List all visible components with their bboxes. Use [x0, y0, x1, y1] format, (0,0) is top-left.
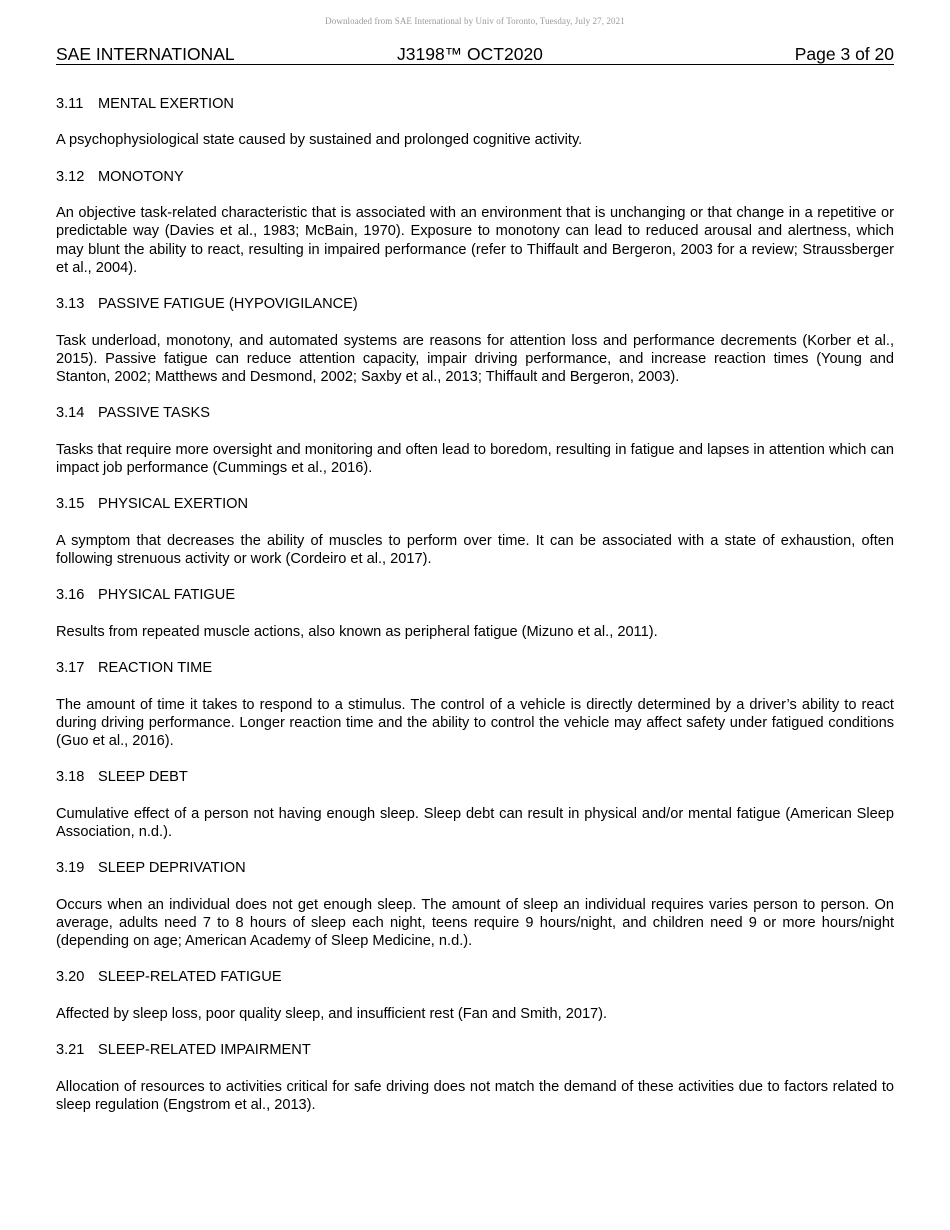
section-title: SLEEP DEPRIVATION [98, 860, 246, 877]
section-number: 3.21 [56, 1042, 85, 1059]
section-number: 3.11 [56, 96, 84, 112]
header-organization: SAE INTERNATIONAL [56, 44, 235, 64]
section-3-15 [56, 495, 894, 568]
section-number: 3.15 [56, 496, 85, 513]
section-3-18 [56, 768, 894, 841]
section-number: 3.18 [56, 769, 85, 786]
header-page-number: Page 3 of 20 [794, 44, 894, 64]
section-body: Affected by sleep loss, poor quality sleep, and insufficient rest (Fan and Smith, 2017). [56, 1005, 608, 1022]
section-heading [56, 859, 894, 877]
section-heading [56, 168, 894, 186]
section-3-16 [56, 586, 894, 641]
section-title: MONOTONY [98, 168, 184, 185]
section-body: Tasks that require more oversight and monitoring and often lead to boredom, resulting in fatigue and lapses in attention which can impact job performance (Cummings et al., 2016). [56, 441, 894, 476]
section-3-11 [56, 95, 894, 150]
section-heading [56, 1041, 894, 1059]
section-title: MENTAL EXERTION [98, 96, 234, 112]
section-body: Allocation of resources to activities critical for safe driving does not match the demand of these activities due to factors related to sleep regulation (Engstrom et al., 2013). [56, 1078, 894, 1113]
section-heading [56, 586, 894, 604]
section-heading [56, 495, 894, 513]
section-title: REACTION TIME [98, 660, 213, 677]
section-body: A psychophysiological state caused by sustained and prolonged cognitive activity. [56, 132, 583, 149]
section-number: 3.19 [56, 860, 85, 877]
section-body: The amount of time it takes to respond to a stimulus. The control of a vehicle is directly determined by a driver’s ability to react during driving performance. Longer reaction time and the ability to control the vehicle may affect safety under fatigued conditions (Guo et al., 2016). [56, 696, 894, 749]
section-3-13 [56, 295, 894, 386]
section-heading [56, 95, 894, 113]
section-title: SLEEP-RELATED IMPAIRMENT [98, 1042, 311, 1059]
section-number: 3.17 [56, 660, 85, 677]
section-number: 3.16 [56, 587, 85, 604]
download-watermark: Downloaded from SAE International by Univ of Toronto, Tuesday, July 27, 2021 [325, 16, 625, 26]
section-heading [56, 295, 894, 313]
section-body: Task underload, monotony, and automated systems are reasons for attention loss and performance decrements (Korber et al., 2015). Passive fatigue can reduce attention capacity, impair driving performance, and increase reaction times (Young and Stanton, 2002; Matthews and Desmond, 2002; Saxby et al., 2013; Thiffault and Bergeron, 2003). [56, 332, 894, 385]
section-title: PHYSICAL FATIGUE [98, 587, 236, 604]
section-body: Cumulative effect of a person not having enough sleep. Sleep debt can result in physical and/or mental fatigue (American Sleep Association, n.d.). [56, 805, 894, 840]
section-number: 3.20 [56, 969, 85, 986]
section-3-12 [56, 168, 894, 277]
section-number: 3.14 [56, 405, 85, 422]
section-3-21 [56, 1041, 894, 1114]
section-heading [56, 404, 894, 422]
section-number: 3.13 [56, 296, 85, 313]
section-body: A symptom that decreases the ability of muscles to perform over time. It can be associated with a state of exhaustion, often following strenuous activity or work (Cordeiro et al., 2017). [56, 532, 894, 567]
section-heading [56, 968, 894, 986]
section-title: PHYSICAL EXERTION [98, 496, 249, 513]
section-body: Occurs when an individual does not get enough sleep. The amount of sleep an individual requires varies person to person. On average, adults need 7 to 8 hours of sleep each night, teens require 9 hours/night, and children need 9 or more hours/night (depending on age; American Academy of Sleep Medicine, n.d.). [56, 896, 894, 950]
section-3-17 [56, 659, 894, 750]
section-body: An objective task-related characteristic that is associated with an environment that is unchanging or that change in a repetitive or predictable way (Davies et al., 1983; McBain, 1970). Exposure to monotony can lead to reduced arousal and alertness, which may blunt the ability to react, resulting in impaired performance (refer to Thiffault and Bergeron, 2003 for a review; Straussberger et al., 2004). [56, 205, 894, 276]
section-3-19 [56, 859, 894, 950]
section-title: PASSIVE TASKS [98, 405, 210, 422]
section-number: 3.12 [56, 168, 85, 185]
running-header [56, 44, 894, 65]
section-heading [56, 768, 894, 786]
section-body: Results from repeated muscle actions, also known as peripheral fatigue (Mizuno et al., 2011). [56, 623, 658, 640]
section-3-14 [56, 404, 894, 477]
section-title: SLEEP-RELATED FATIGUE [98, 969, 282, 986]
section-3-20 [56, 968, 894, 1023]
definitions-content [56, 95, 894, 1132]
section-heading [56, 659, 894, 677]
section-title: PASSIVE FATIGUE (HYPOVIGILANCE) [98, 296, 358, 313]
section-title: SLEEP DEBT [98, 769, 188, 786]
header-document-id: J3198™ OCT2020 [397, 44, 543, 64]
